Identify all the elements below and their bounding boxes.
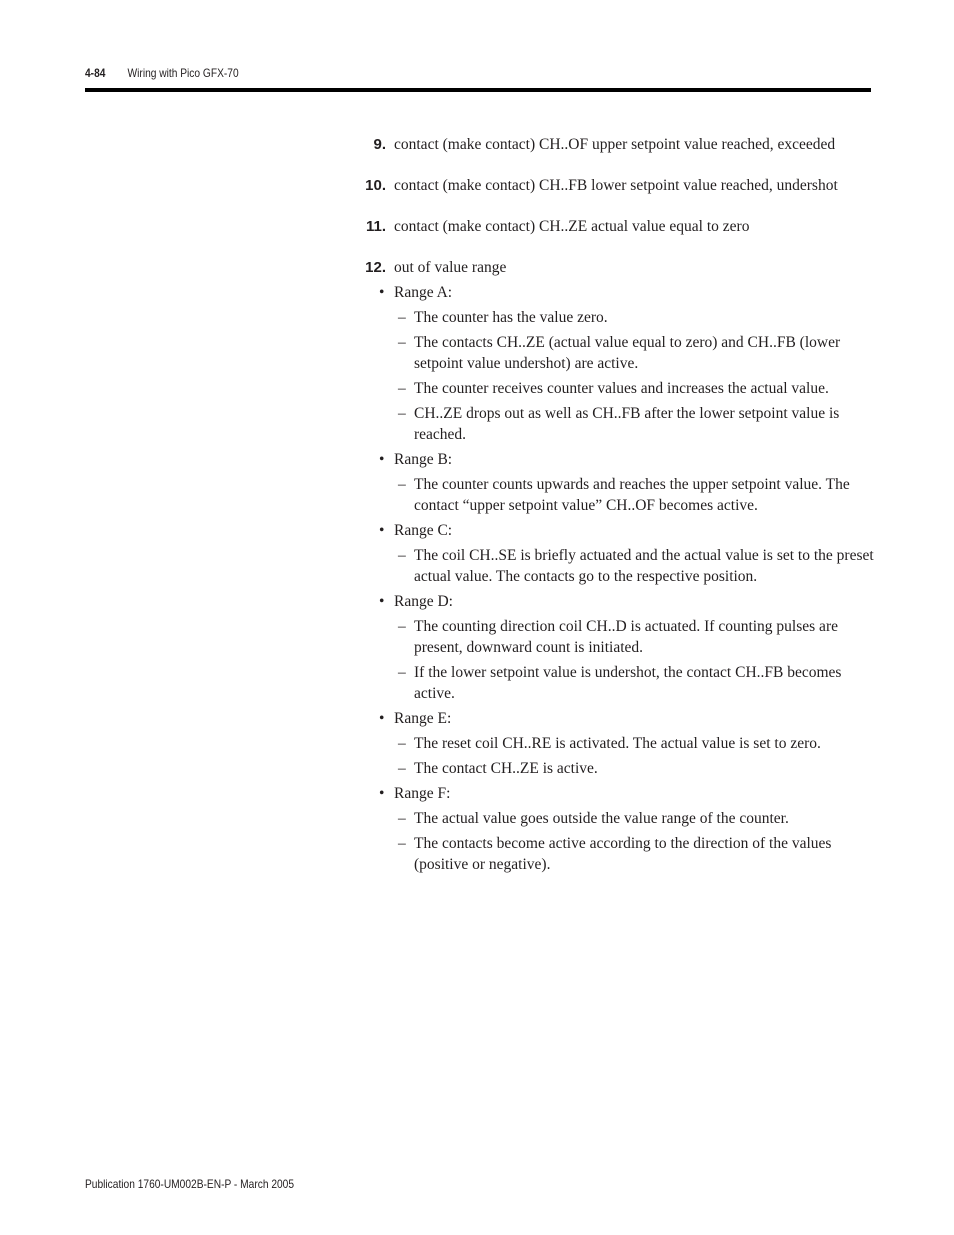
range-detail bbox=[350, 474, 875, 516]
range-bullet bbox=[350, 708, 875, 729]
range-label: Range D: bbox=[394, 593, 453, 610]
range-detail-text: The counter counts upwards and reaches the upper setpoint value. The contact “upper setpoint value” CH..OF becomes active. bbox=[414, 476, 850, 514]
range-detail bbox=[350, 758, 875, 779]
bullet-marker: • bbox=[379, 593, 385, 610]
step-number: 9. bbox=[373, 136, 386, 153]
dash-marker: – bbox=[398, 664, 406, 681]
page-footer: Publication 1760-UM002B-EN-P - March 2005 bbox=[85, 1177, 295, 1191]
range-bullet bbox=[350, 282, 875, 303]
range-label: Range F: bbox=[394, 785, 451, 802]
range-detail-text: The actual value goes outside the value range of the counter. bbox=[414, 810, 789, 827]
bullet-marker: • bbox=[379, 284, 385, 301]
dash-marker: – bbox=[398, 547, 406, 564]
dash-marker: – bbox=[398, 476, 406, 493]
range-bullet bbox=[350, 783, 875, 804]
range-detail-text: The contact CH..ZE is active. bbox=[414, 760, 598, 777]
range-detail bbox=[350, 662, 875, 704]
range-detail bbox=[350, 833, 875, 875]
dash-marker: – bbox=[398, 810, 406, 827]
range-detail-text: CH..ZE drops out as well as CH..FB after the lower setpoint value is reached. bbox=[414, 405, 840, 443]
range-bullet bbox=[350, 520, 875, 541]
range-label: Range A: bbox=[394, 284, 453, 301]
range-detail bbox=[350, 733, 875, 754]
range-detail-text: The contacts CH..ZE (actual value equal to zero) and CH..FB (lower setpoint value undershot) are active. bbox=[414, 334, 841, 372]
range-bullet bbox=[350, 449, 875, 470]
range-detail-text: The coil CH..SE is briefly actuated and the actual value is set to the preset actual value. The contacts go to the respective position. bbox=[414, 547, 874, 585]
dash-marker: – bbox=[398, 760, 406, 777]
bullet-marker: • bbox=[379, 785, 385, 802]
range-detail-text: The contacts become active according to the direction of the values (positive or negative). bbox=[414, 835, 832, 873]
range-label: Range C: bbox=[394, 522, 453, 539]
step-text: contact (make contact) CH..ZE actual value equal to zero bbox=[394, 218, 750, 235]
range-detail bbox=[350, 378, 875, 399]
range-detail-text: The reset coil CH..RE is activated. The actual value is set to zero. bbox=[414, 735, 821, 752]
range-label: Range E: bbox=[394, 710, 452, 727]
range-detail-text: The counting direction coil CH..D is actuated. If counting pulses are present, downward count is initiated. bbox=[414, 618, 838, 656]
step-item bbox=[350, 257, 875, 278]
range-detail bbox=[350, 616, 875, 658]
range-label: Range B: bbox=[394, 451, 453, 468]
page-header bbox=[85, 66, 239, 80]
step-number: 10. bbox=[365, 177, 386, 194]
range-detail bbox=[350, 307, 875, 328]
range-detail-text: The counter has the value zero. bbox=[414, 309, 608, 326]
chapter-title: Wiring with Pico GFX-70 bbox=[127, 66, 239, 80]
step-item bbox=[350, 175, 875, 196]
range-detail-text: The counter receives counter values and increases the actual value. bbox=[414, 380, 829, 397]
range-detail-text: If the lower setpoint value is undershot, the contact CH..FB becomes active. bbox=[414, 664, 842, 702]
page-number: 4-84 bbox=[85, 66, 106, 80]
bullet-marker: • bbox=[379, 451, 385, 468]
dash-marker: – bbox=[398, 334, 406, 351]
dash-marker: – bbox=[398, 405, 406, 422]
dash-marker: – bbox=[398, 835, 406, 852]
range-detail bbox=[350, 403, 875, 445]
step-item bbox=[350, 134, 875, 155]
main-content bbox=[350, 134, 875, 875]
range-detail bbox=[350, 545, 875, 587]
dash-marker: – bbox=[398, 735, 406, 752]
range-detail bbox=[350, 808, 875, 829]
dash-marker: – bbox=[398, 618, 406, 635]
dash-marker: – bbox=[398, 380, 406, 397]
header-rule bbox=[85, 88, 871, 92]
bullet-marker: • bbox=[379, 522, 385, 539]
step-number: 11. bbox=[365, 218, 386, 235]
bullet-marker: • bbox=[379, 710, 385, 727]
step-number: 12. bbox=[365, 259, 386, 276]
step-item bbox=[350, 216, 875, 237]
range-bullet bbox=[350, 591, 875, 612]
dash-marker: – bbox=[398, 309, 406, 326]
range-detail bbox=[350, 332, 875, 374]
step-text: contact (make contact) CH..FB lower setpoint value reached, undershot bbox=[394, 177, 838, 194]
step-text: out of value range bbox=[394, 259, 507, 276]
step-text: contact (make contact) CH..OF upper setpoint value reached, exceeded bbox=[394, 136, 836, 153]
